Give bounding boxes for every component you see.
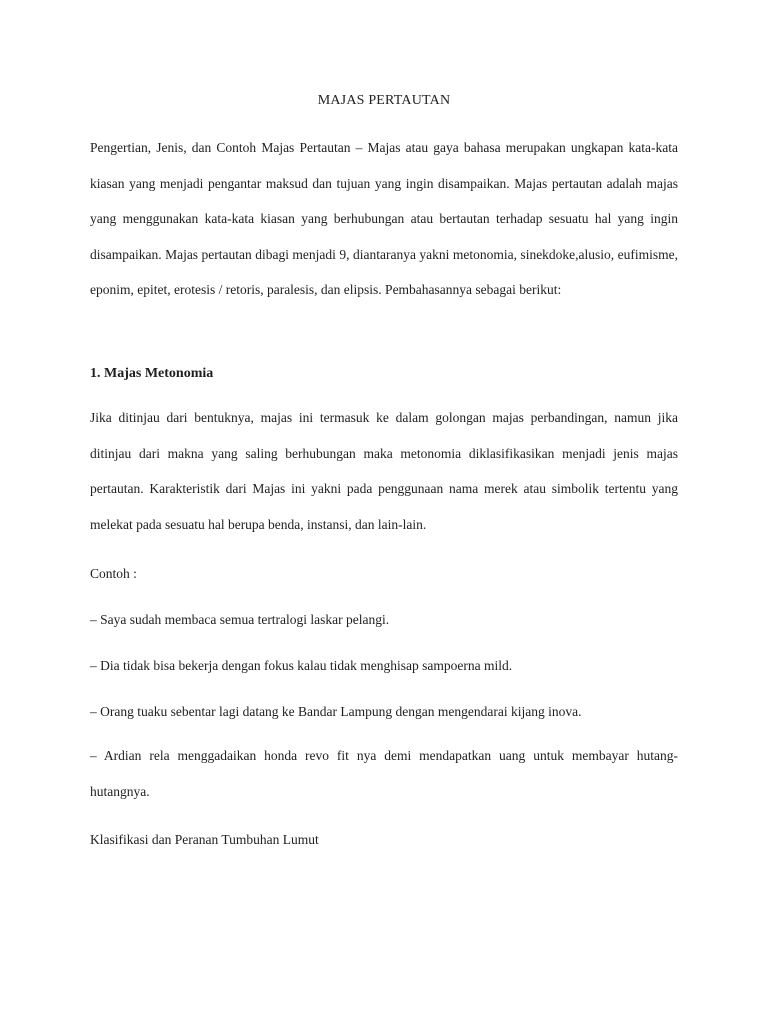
example-item: – Saya sudah membaca semua tertralogi laskar pelangi. <box>90 612 390 627</box>
metonomia-paragraph: Jika ditinjau dari bentuknya, majas ini termasuk ke dalam golongan majas perbandingan, namun jika ditinjau dari makna yang saling berhubungan maka metonomia diklasifikasikan menjadi jenis majas pertautan. Karakteristik dari Majas ini yakni pada penggunaan nama merek atau simbolik tertentu yang melekat pada sesuatu hal berupa benda, instansi, dan lain-lain. <box>90 410 678 532</box>
example-item: – Dia tidak bisa bekerja dengan fokus kalau tidak menghisap sampoerna mild. <box>90 658 513 673</box>
footer-line: Klasifikasi dan Peranan Tumbuhan Lumut <box>90 832 319 847</box>
section-heading-metonomia: 1. Majas Metonomia <box>90 366 214 381</box>
example-item: – Orang tuaku sebentar lagi datang ke Bandar Lampung dengan mengendarai kijang inova. <box>90 704 582 719</box>
intro-paragraph: Pengertian, Jenis, dan Contoh Majas Pertautan – Majas atau gaya bahasa merupakan ungkapan kata-kata kiasan yang menjadi pengantar maksud dan tujuan yang ingin disampaikan. Majas pertautan adalah majas yang menggunakan kata-kata kiasan yang berhubungan atau bertautan terhadap sesuatu hal yang ingin disampaikan. Majas pertautan dibagi menjadi 9, diantaranya yakni metonomia, sinekdoke,alusio, eufimisme, eponim, epitet, erotesis / retoris, paralesis, dan elipsis. Pembahasannya sebagai berikut: <box>90 140 678 297</box>
example-item: – Ardian rela menggadaikan honda revo fit nya demi mendapatkan uang untuk membayar hutang-hutangnya. <box>90 748 678 799</box>
contoh-label: Contoh : <box>90 566 137 581</box>
document-title: MAJAS PERTAUTAN <box>317 93 451 108</box>
